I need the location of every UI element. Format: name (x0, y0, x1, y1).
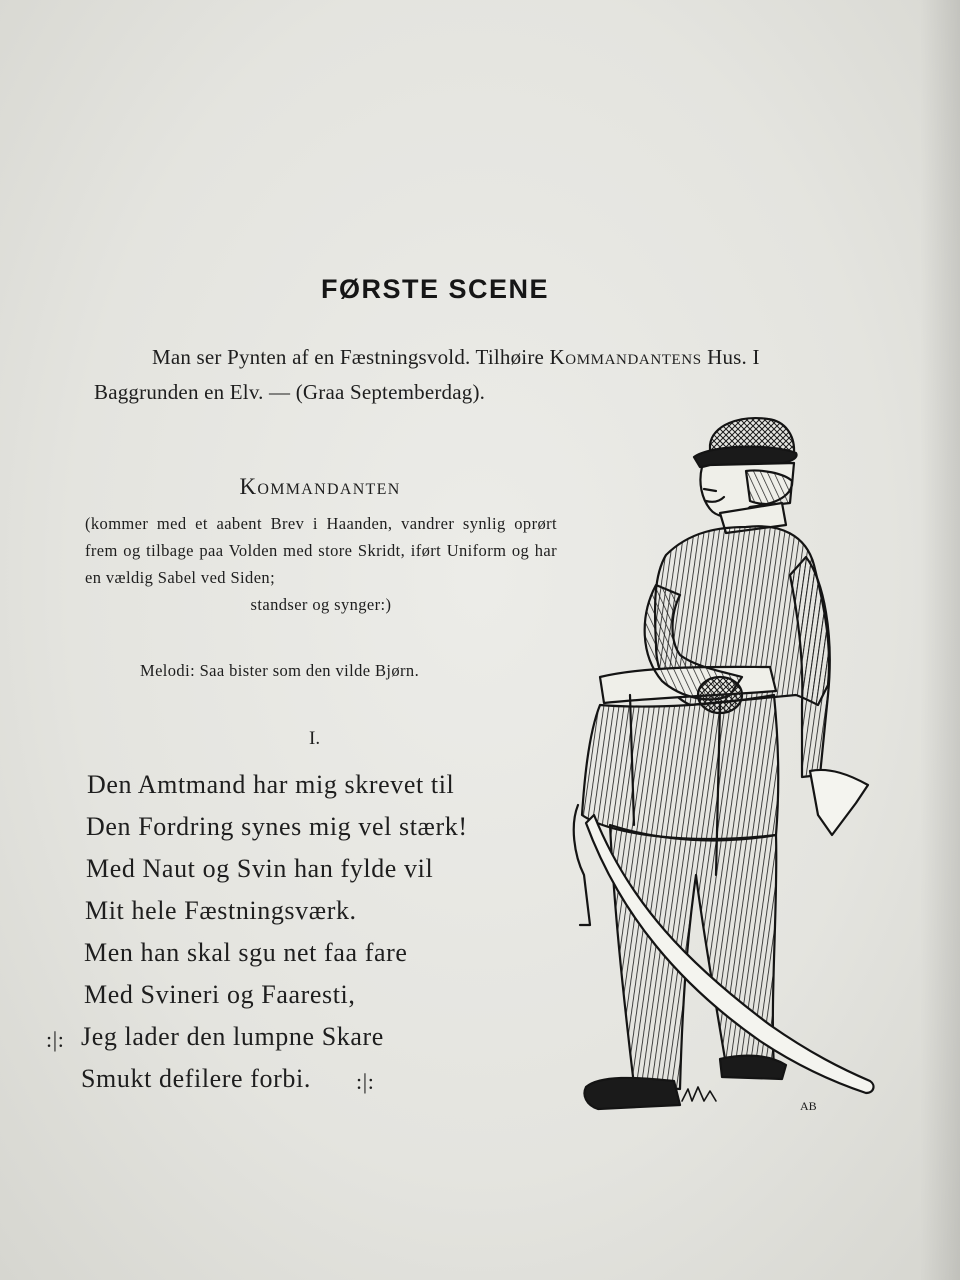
verse-line: Mit hele Fæstningsværk. (85, 896, 357, 925)
commandant-illustration (570, 405, 890, 1125)
setting-text-1: Man ser Pynten af en Fæstningsvold. Tilhøire (152, 345, 550, 369)
character-name: Kommandanten (239, 474, 401, 499)
verse-line: Den Fordring synes mig vel stærk! (86, 812, 468, 841)
artist-monogram: AB (800, 1099, 817, 1113)
stage-direction (85, 510, 557, 618)
scene-title: FØRSTE SCENE (320, 274, 550, 304)
setting-description (94, 340, 784, 410)
melody-line: Melodi: Saa bister som den vilde Bjørn. (140, 661, 420, 680)
verse-line: Men han skal sgu net faa fare (84, 938, 408, 967)
verse-line: Med Svineri og Faaresti, (84, 980, 356, 1009)
repeat-open-sign: :|: (46, 1027, 65, 1052)
stage-direction-last: standser og synger:) (250, 595, 392, 614)
repeat-close-sign: :|: (356, 1069, 375, 1094)
stage-direction-body: (kommer med et aabent Brev i Haanden, vandrer synlig oprørt frem og tilbage paa Volden med store Skridt, iført Uniform og har en vældig Sabel ved Siden; (85, 514, 557, 587)
setting-text-2: Hus. I Baggrunden en Elv. — (Graa Septemberdag). (94, 345, 760, 404)
setting-house-owner: Kommandantens (549, 345, 702, 369)
verse-line: Jeg lader den lumpne Skare (81, 1022, 384, 1051)
verse-line: Med Naut og Svin han fylde vil (86, 854, 434, 883)
verse-line: Den Amtmand har mig skrevet til (87, 770, 455, 799)
verse-line: Smukt defilere forbi. (81, 1064, 311, 1093)
page-edge-shadow (920, 0, 960, 1280)
verse-number: I. (309, 728, 321, 749)
